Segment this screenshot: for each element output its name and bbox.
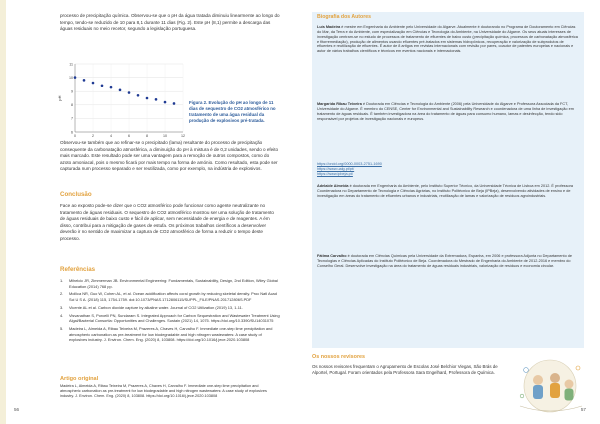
x-tick-label: 0	[74, 134, 76, 138]
y-axis-label: pH	[57, 95, 62, 101]
data-point	[164, 101, 167, 104]
bio-link[interactable]: https://www.ipbeja.pt/	[317, 172, 353, 176]
references-heading: Referências	[60, 266, 96, 273]
x-tick-label: 8	[146, 134, 148, 138]
reference-item: 2. Mollica NR, Guo W, Cohen AL, et al. Ocean acidification affects coral growth by reducing skeletal density. Proc Natl Acad Sci U S A. (2018) 115, 1754-1759. doi:10.1073/PNAS.1712806115/SUPPL_FILE/PNAS.201712806S.PDF	[60, 291, 277, 302]
data-point	[119, 89, 122, 92]
ph-chart	[57, 58, 187, 146]
bio-luis-madeira: Luís Madeira é mestre em Engenharia do Ambiente pelo Universidade do Algarve. Atualmente é doutorando no Programa de Doutoramento em Ciências do Mar, da Terra e do Ambiente, com especialização em Ciências e Tecnologia do Ambiente, na Universidade do Algarve. Os seus atuais interesses de investigação centram-se no estudo de processos de tratamento de efluentes de baixo custo (precipitação química, processos de carbonatação atmosférica e fitorremediação), produção de alimentos usando efluentes pré-tratados em sistemas hidropônicos, recuperação e valorização de subprodutos de efluentes e reutilização de efluentes. É autor de 8 artigos em revistas internacionais com revisão por pares, coautor de patentes europeias e nacionais e autor de vários trabalhos científicos e técnicos em eventos nacionais e internacionais.	[317, 25, 578, 54]
data-point	[146, 97, 149, 100]
conclusion-heading: Conclusão	[60, 191, 92, 198]
data-point	[128, 91, 131, 94]
reviewers-heading: Os nossos revisores	[312, 354, 366, 360]
bio-link[interactable]: https://www.ualg.pt/pt/	[317, 167, 355, 171]
reference-item: 4. Visvanathan S, Porcelli PN, Sundaram S. Integrated Approach for Carbon Sequestration and Wastewater Treatment Using Algal/Bacterial Consortia: Opportunities and Challenges. Sustain (2021) 14, 1075. https://doi.org/10.3390/SU14031075	[60, 312, 280, 324]
y-tick-label: 6	[71, 130, 73, 135]
data-point	[137, 94, 140, 97]
references-list	[60, 278, 280, 345]
data-point	[74, 76, 77, 79]
y-tick-label: 7	[71, 116, 73, 121]
reference-item: 5. Madeira L, Almeida A, Ribau Teixeira M, Prazeres A, Chaves H, Carvalho F. Immediate one-step lime precipitation and atmospheric carbonation as pre-treatment for low biodegradable and high nitrogen wastewaters: A case study of explosives industry. J. Environ. Chem. Eng. (2020) 8, 103808. https://doi.org/10.1016/j.jece.2020.103808	[60, 326, 273, 343]
y-tick-label: 11	[69, 62, 73, 67]
bio-link[interactable]: https://orcid.org/0000-0003-2751-1690	[317, 162, 382, 166]
x-tick-label: 4	[110, 134, 112, 138]
y-tick-label: 10	[69, 75, 73, 80]
y-tick-label: 8	[71, 103, 73, 108]
page-number: 56	[14, 407, 20, 412]
original-article-heading: Artigo original	[60, 376, 99, 382]
x-tick-label: 12	[181, 134, 185, 138]
reference-item: 1. Mihelcic JR, Zimmerman JB. Environmental Engineering: Fundamentals, Sustainability, Design, 2nd Edition, Wiley Global Education (2014) 768 pp.	[60, 278, 278, 289]
bio-margarida-ribau-teixeira: Margarida Ribau Teixeira é Doutorada em Ciências e Tecnologia do Ambiente (2006) pela Universidade do Algarve e Professora Associada da FCT, Universidade do Algarve. É membro do CENSE, Center for Environmental and Sustainability Research e coordenadora de uma linha de investigação em tratamento de águas residuais. É também investigadora na área do tratamento de águas para consumo humano, lamas e desinfecção, tendo sido responsável por projetos de investigação nacionais e europeus.	[317, 102, 574, 121]
data-point	[173, 102, 176, 105]
y-tick-label: 9	[71, 89, 73, 94]
students-illustration-svg	[508, 356, 592, 416]
ph-chart-svg	[57, 58, 187, 146]
page-number: 57	[580, 407, 586, 412]
students-illustration	[508, 356, 592, 416]
original-article-citation: Madeira L, Almeida A, Ribau Teixeira M, Prazeres A, Chaves H, Carvalho F. Immediate one-step lime precipitation and atmospheric carbonation as pre-treatment for low biodegradable and high nitrogen wastewaters: A case study of explosives industry. J. Environ. Chem. Eng. (2020) 8, 103808. https://doi.org/10.1016/j.jece.2020.103808	[60, 384, 267, 399]
x-tick-label: 10	[163, 134, 167, 138]
bio-adelaide-almeida: Adelaide Almeida é doutorada em Engenharia do Ambiente, pelo Instituto Superior Técnico, da Universidade Técnica de Lisboa em 2012. É professora Coordenadora no Departamento de Tecnologia e Ciências Agrárias, no Instituto Politécnico de Beja (IPBeja), desenvolvendo atividades de ensino e de investigação em áreas do tratamento de efluentes urbanos e industriais, reutilização de lamas e valorização de resíduos agroindustriais.	[317, 184, 573, 198]
body-paragraph: Observou-se também que ao refinar-se o precipitado (lama) resultante do processo de precipitação consequente da carbonatação atmosférica, a diminuição do pH à mistura é de 0,2 unidades, sendo o efeito mais marcado. Este resultado pode ser uma vantagem para a remoção de outros compostos, como do azoto amoniacal, pois o mesmo ficará por mais tempo na forma de amónio. Como resultado, esta pode ser capturada num processo separado e ser reutilizada, como por exemplo, na indústria de explosivos.	[60, 140, 279, 172]
x-tick-label: 6	[128, 134, 130, 138]
figure-2-caption: Figura 2. Evolução do pH ao longo de 11 dias de sequestro de CO2 atmosférico no tratamento de uma água residual da produção de explosivos pré-tratada.	[189, 100, 276, 123]
intro-paragraph: processo de precipitação química. Observou-se que o pH da água tratada diminuiu linearmente ao longo do tempo, tendo-se reduzido de 10 para 8,1 durante 11 dias (Fig. 2). Este pH (8,1) permite a descarga das águas residuais no meio recetor, segundo a legislação portuguesa.	[60, 13, 280, 32]
x-tick-label: 2	[92, 134, 94, 138]
page-edge-strip	[0, 0, 6, 424]
data-point	[155, 98, 158, 101]
author-biography-box	[312, 12, 584, 348]
biography-heading: Biografia dos Autores	[317, 14, 371, 20]
data-point	[92, 82, 95, 85]
reviewers-paragraph: Os nossos revisores frequentam o Agrupamento de Escolas José Belchior Viegas, São Brás de Alportel, Portugal. Foram orientados pela Professora Sara Engelhard, Professora de Química.	[312, 364, 498, 376]
right-page	[300, 0, 600, 424]
data-point	[110, 86, 113, 89]
reference-item: 3. Vicente AL et al. Carbon dioxide capture by alkaline water. Journal of CO2 Utilization (2019) 13, 1-11.	[60, 304, 243, 310]
data-point	[83, 79, 86, 82]
data-point	[101, 84, 104, 87]
bio-fatima-carvalho: Fátima Carvalho é doutorada em Ciências Químicas pela Universidade da Extremadura, Espanha, em 2006 e professora Adjunta no Departamento de Tecnologias e Ciências Aplicadas do Instituto Politécnico de Beja. Coordenadora do Mestrado de Engenharia do Ambiente de 2012-2016 e membro do Conselho Geral. Desenvolve investigação na área do tratamento de águas residuais industriais, valorização de resíduos e economia circular.	[317, 254, 572, 268]
conclusion-paragraph: Face ao exposto pode-se dizer que o CO2 atmosférico pode funcionar como agente neutralizante no tratamento de águas residuais. O sequestro de CO2 atmosférico mostrou ser uma solução de tratamento de águas residuais de baixo custo e fácil de aplicar, sem necessidade de energia e de reagentes. A ém disso, contribui para a mitigação de gases de estufa. Os próximos trabalhos científicos a desenvolver deverão ir no sentido de maximizar a captura de CO2 atmosférico de forma a reduzir o tempo deste processo.	[60, 203, 274, 241]
